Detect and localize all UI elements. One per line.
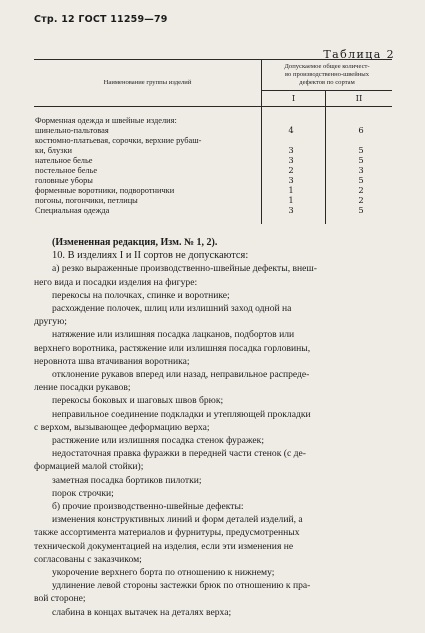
text-line: ление посадки рукавов; bbox=[34, 382, 131, 394]
text-line: изменения конструктивных линий и форм деталей изделий, а bbox=[52, 514, 303, 526]
text-line: согласованы с заказчиком; bbox=[34, 553, 142, 565]
page-header: Стр. 12 ГОСТ 11259—79 bbox=[34, 14, 168, 25]
text-line: расхождение полочек, шлиц или излишний заход одной на bbox=[52, 303, 292, 315]
row-name: Специальная одежда bbox=[35, 206, 110, 215]
text-line: натяжение или излишняя посадка лацканов, подбортов или bbox=[52, 329, 295, 341]
clause-heading: 10. В изделиях I и II сортов не допускаются: bbox=[52, 250, 249, 262]
row-name: шинельно-пальтовая bbox=[35, 126, 109, 135]
row-grade-1: 3 bbox=[288, 175, 294, 185]
row-grade-2: 3 bbox=[358, 165, 364, 175]
text-line: формацией малой стойки); bbox=[34, 461, 144, 473]
table-row bbox=[34, 206, 392, 215]
text-line: перекосы на полочках, спинке и воротнике; bbox=[52, 289, 230, 301]
edition-note: (Измененная редакция, Изм. № 1, 2). bbox=[52, 237, 218, 248]
table-top-rule bbox=[34, 59, 392, 60]
body-text bbox=[34, 236, 392, 619]
row-grade-1: 1 bbox=[288, 185, 294, 195]
row-grade-2: 2 bbox=[358, 185, 364, 195]
col-defects-header-line: Допускаемое общее количест- bbox=[284, 63, 370, 70]
text-line: отклонение рукавов вперед или назад, неправильное распреде- bbox=[52, 369, 310, 381]
table-row bbox=[34, 136, 392, 145]
row-grade-2: 6 bbox=[358, 125, 364, 135]
text-line: укорочение верхнего борта по отношению к нижнему; bbox=[52, 567, 275, 579]
defects-table bbox=[34, 59, 392, 224]
table-row bbox=[34, 166, 392, 175]
row-name: нательное белье bbox=[35, 156, 93, 165]
col-name-header: Наименование группы изделий bbox=[103, 79, 192, 86]
text-line: технической документацией на изделия, если эти изменения не bbox=[34, 540, 294, 552]
text-line: вой стороне; bbox=[34, 593, 86, 605]
row-grade-2: 5 bbox=[358, 175, 364, 185]
text-line: с верхом, вызывающее деформацию верха; bbox=[34, 421, 210, 433]
text-line: заметная посадка бортиков пилотки; bbox=[52, 474, 202, 486]
row-grade-2: 5 bbox=[358, 155, 364, 165]
row-name: форменные воротники, подворотнички bbox=[35, 186, 175, 195]
table-row bbox=[34, 156, 392, 165]
row-grade-1: 3 bbox=[288, 205, 294, 215]
row-name: ки, блузки bbox=[35, 146, 73, 155]
row-grade-2: 5 bbox=[358, 205, 364, 215]
text-line: б) прочие производственно-швейные дефекты: bbox=[52, 501, 244, 513]
text-line: удлинение левой стороны застежки брюк по отношению к пра- bbox=[52, 580, 311, 592]
row-name: постельное белье bbox=[35, 166, 98, 175]
row-name: костюмно-платьевая, сорочки, верхние рубаш- bbox=[35, 136, 202, 145]
grade-header-rule bbox=[261, 90, 392, 91]
table-row bbox=[34, 176, 392, 185]
col-defects-header-line: дефектов по сортам bbox=[299, 79, 355, 86]
text-line: растяжение или излишняя посадка стенок фуражек; bbox=[52, 435, 264, 447]
text-line: верхнего воротника, растяжение или излишняя посадка горловины, bbox=[34, 342, 311, 354]
row-grade-1: 4 bbox=[288, 125, 294, 135]
grade-2-header: II bbox=[355, 94, 363, 104]
table-row bbox=[34, 196, 392, 205]
text-line: другую; bbox=[34, 316, 67, 328]
table-caption: Таблица 2 bbox=[323, 48, 395, 61]
col-defects-header bbox=[262, 63, 392, 87]
row-grade-1: 2 bbox=[288, 165, 294, 175]
grade-1-header: I bbox=[291, 94, 296, 104]
col-defects-header-line: во производственно-швейных bbox=[284, 71, 370, 78]
table-row bbox=[34, 116, 392, 125]
row-grade-2: 5 bbox=[358, 145, 364, 155]
text-line: а) резко выраженные производственно-швейные дефекты, внеш- bbox=[52, 263, 317, 275]
text-line: перекосы боковых и шаговых швов брюк; bbox=[52, 395, 224, 407]
text-line: слабина в концах вытачек на деталях верха; bbox=[52, 606, 232, 618]
text-line: также ассортимента материалов и фурнитуры, предусмотренных bbox=[34, 527, 300, 539]
text-line: неровнота шва втачивания воротника; bbox=[34, 355, 190, 367]
text-line: порок строчки; bbox=[52, 487, 114, 499]
row-grade-1: 3 bbox=[288, 145, 294, 155]
text-line: него вида и посадки изделия на фигуре: bbox=[34, 276, 198, 288]
row-name: погоны, погончики, петлицы bbox=[35, 196, 138, 205]
row-grade-2: 2 bbox=[358, 195, 364, 205]
row-grade-1: 1 bbox=[288, 195, 294, 205]
text-line: недостаточная правка фуражки в передней части стенок (с де- bbox=[52, 448, 306, 460]
table-row bbox=[34, 186, 392, 195]
table-header-rule bbox=[34, 106, 392, 107]
table-row bbox=[34, 126, 392, 135]
row-name: Форменная одежда и швейные изделия: bbox=[35, 116, 177, 125]
row-grade-1: 3 bbox=[288, 155, 294, 165]
text-line: неправильное соединение подкладки и утепляющей прокладки bbox=[52, 408, 311, 420]
table-row bbox=[34, 146, 392, 155]
row-name: головные уборы bbox=[35, 176, 93, 185]
